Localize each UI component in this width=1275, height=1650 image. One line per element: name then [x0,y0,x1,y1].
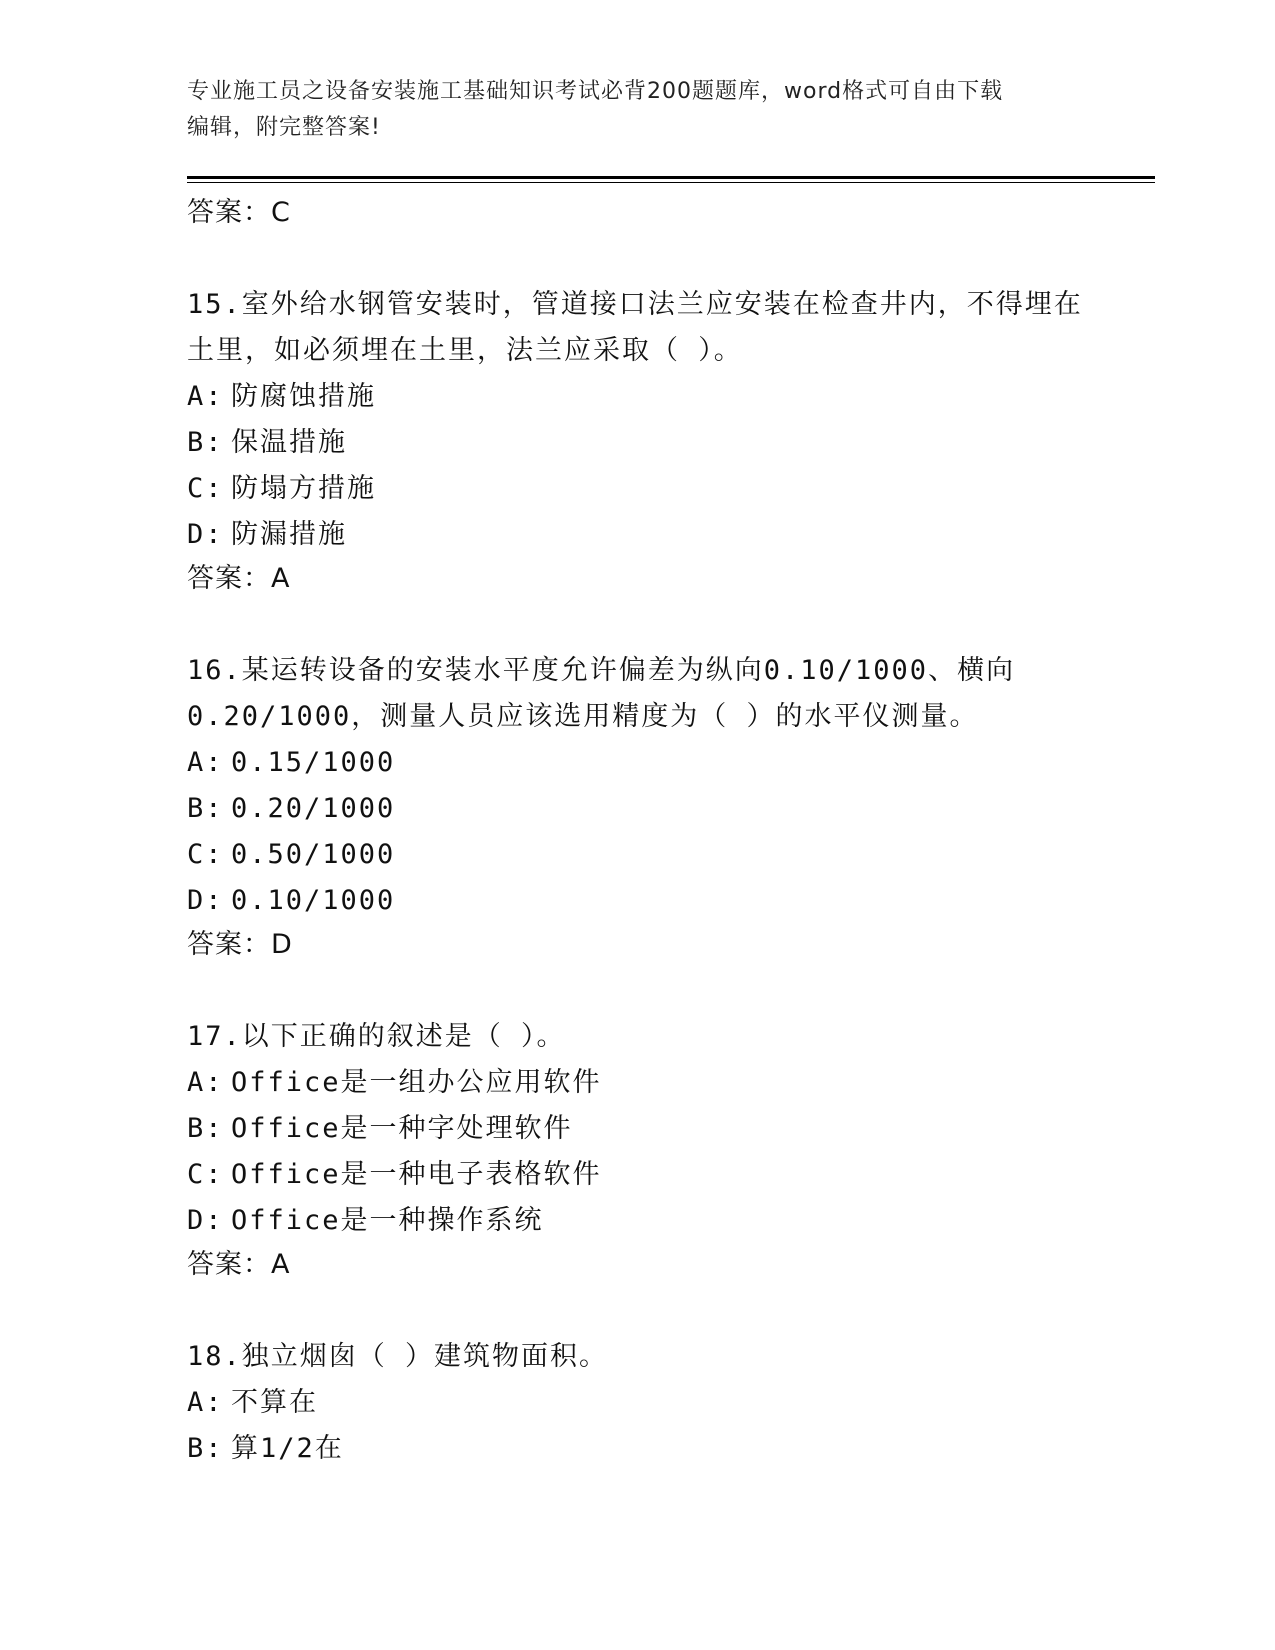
option-key: D: [187,885,224,916]
option-text: Office是一种字处理软件 [231,1113,573,1144]
option-text: 0.50/1000 [231,839,396,870]
question-stem-line: 0.20/1000，测量人员应该选用精度为（ ）的水平仪测量。 [187,701,979,732]
question-answer: 答案：D [187,929,293,960]
option-c [187,466,1087,512]
option-text: 0.20/1000 [231,793,396,824]
question-stem-line: 15.室外给水钢管安装时，管道接口法兰应安装在检查井内，不得埋在 [187,289,1083,320]
option-b [187,786,1087,832]
option-key: D: [187,1205,224,1236]
option-key: B: [187,1113,224,1144]
question-stem-line: 17.以下正确的叙述是（ ）。 [187,1021,566,1052]
option-text: 防腐蚀措施 [231,381,376,412]
option-c [187,1152,1087,1198]
question-list [187,192,1087,1472]
header-divider-thin [187,182,1155,183]
question-stem [187,282,1087,374]
option-text: Office是一种电子表格软件 [231,1159,602,1190]
option-text: 不算在 [231,1387,318,1418]
option-b [187,420,1087,466]
option-text: 0.15/1000 [231,747,396,778]
option-key: B: [187,1433,224,1464]
option-d [187,512,1087,558]
option-c [187,832,1087,878]
option-key: C: [187,1159,224,1190]
header-divider-thick [187,176,1155,179]
question-answer: 答案：A [187,1249,291,1280]
option-key: A: [187,747,224,778]
option-key: A: [187,1067,224,1098]
answer-previous-question: 答案：C [187,197,291,228]
option-key: B: [187,427,224,458]
question-stem-line: 16.某运转设备的安装水平度允许偏差为纵向0.10/1000、横向 [187,655,1016,686]
option-a [187,374,1087,420]
option-text: 算1/2在 [231,1433,344,1464]
option-key: C: [187,839,224,870]
question-stem-line: 土里，如必须埋在土里，法兰应采取（ ）。 [187,335,743,366]
option-text: 防漏措施 [231,519,347,550]
option-key: B: [187,793,224,824]
question-16 [187,648,1087,970]
option-key: A: [187,381,224,412]
option-d [187,1198,1087,1244]
option-text: 防塌方措施 [231,473,376,504]
option-text: 保温措施 [231,427,347,458]
option-b [187,1106,1087,1152]
question-15 [187,282,1087,604]
question-answer: 答案：A [187,563,291,594]
option-a [187,740,1087,786]
question-18 [187,1334,1087,1472]
question-17 [187,1014,1087,1290]
option-key: A: [187,1387,224,1418]
option-b [187,1426,1087,1472]
option-text: 0.10/1000 [231,885,396,916]
option-key: D: [187,519,224,550]
question-stem [187,1334,1087,1380]
option-a [187,1060,1087,1106]
question-stem [187,1014,1087,1060]
option-text: Office是一种操作系统 [231,1205,544,1236]
option-d [187,878,1087,924]
option-a [187,1380,1087,1426]
option-key: C: [187,473,224,504]
question-stem-line: 18.独立烟囱（ ）建筑物面积。 [187,1341,609,1372]
option-text: Office是一组办公应用软件 [231,1067,602,1098]
question-stem [187,648,1087,740]
header-title-line-2: 编辑，附完整答案! [187,115,381,140]
document-header [187,74,1087,146]
header-title-line-1: 专业施工员之设备安装施工基础知识考试必背200题题库，word格式可自由下载 [187,79,1004,104]
